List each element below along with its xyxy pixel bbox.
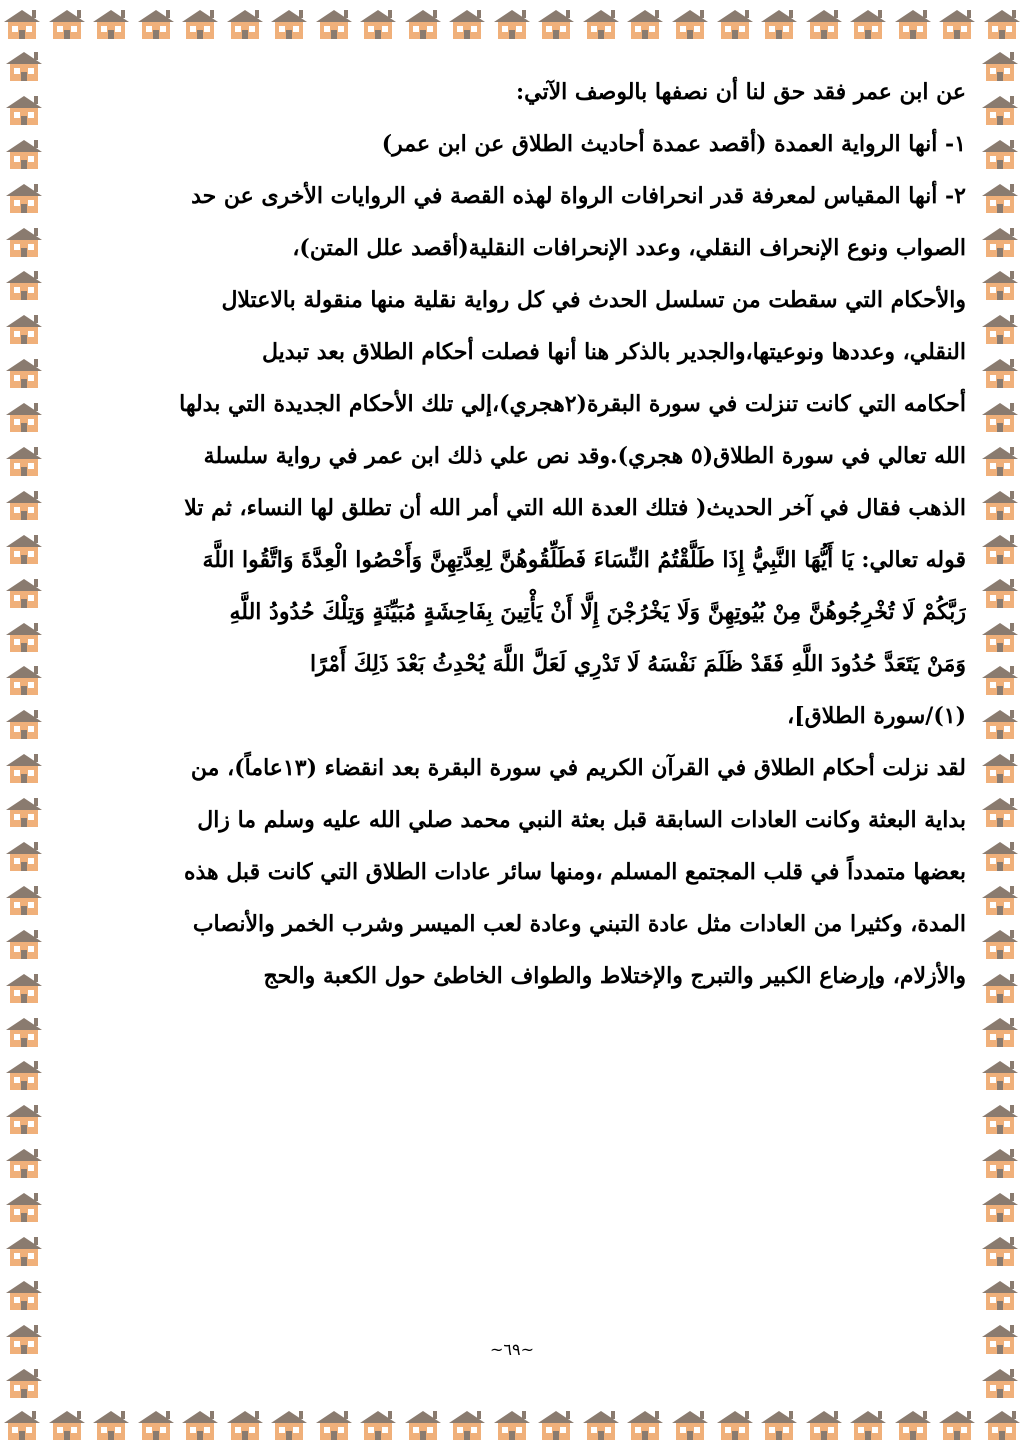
house-icon: [4, 1189, 44, 1225]
text-line: عن ابن عمر فقد حق لنا أن نصفها بالوصف الآتي:: [516, 79, 966, 105]
house-icon: [980, 706, 1020, 742]
house-icon: [670, 1407, 710, 1443]
text-line: المدة، وكثيرا من العادات مثل عادة التبني وعادة لعب الميسر وشرب الخمر والأنصاب: [192, 911, 966, 937]
house-icon: [4, 750, 44, 786]
house-icon: [848, 1407, 888, 1443]
house-icon: [4, 1145, 44, 1181]
house-icon: [980, 662, 1020, 698]
house-icon: [980, 882, 1020, 918]
house-icon: [581, 1407, 621, 1443]
text-line: الذهب فقال في آخر الحديث( فتلك العدة الله التي أمر الله أن تطلق لها النساء، ثم تلا: [184, 495, 966, 521]
house-icon: [625, 6, 665, 42]
house-icon: [4, 92, 44, 128]
house-icon: [4, 706, 44, 742]
quran-line: قوله تعالي: يَا أَيُّهَا النَّبِيُّ إِذَا طَلَّقْتُمُ النِّسَاءَ فَطَلِّقُوهُنَّ لِعِدَّتِهِنَّ وَأَحْصُوا الْعِدَّةَ وَاتَّقُوا اللَّهَ: [202, 547, 966, 573]
house-icon: [2, 1407, 42, 1443]
house-icon: [980, 1145, 1020, 1181]
house-icon: [980, 1057, 1020, 1093]
house-icon: [492, 6, 532, 42]
house-icon: [4, 1101, 44, 1137]
house-icon: [358, 6, 398, 42]
house-icon: [759, 1407, 799, 1443]
house-icon: [937, 1407, 977, 1443]
house-icon: [269, 6, 309, 42]
house-icon: [980, 1365, 1020, 1401]
house-icon: [47, 6, 87, 42]
house-icon: [980, 1277, 1020, 1313]
house-icon: [4, 926, 44, 962]
house-icon: [804, 6, 844, 42]
house-icon: [91, 1407, 131, 1443]
house-icon: [4, 487, 44, 523]
house-icon: [4, 1321, 44, 1357]
house-icon: [358, 1407, 398, 1443]
house-icon: [314, 6, 354, 42]
house-icon: [91, 6, 131, 42]
house-icon: [4, 399, 44, 435]
house-icon: [980, 1233, 1020, 1269]
house-icon: [980, 794, 1020, 830]
house-icon: [980, 838, 1020, 874]
house-icon: [759, 6, 799, 42]
quran-reference: (١)/سورة الطلاق]،: [787, 703, 966, 729]
text-line: الله تعالي في سورة الطلاق(٥ هجري).وقد نص علي ذلك ابن عمر في رواية سلسلة: [203, 443, 966, 469]
house-icon: [804, 1407, 844, 1443]
text-line: الصواب ونوع الإنحراف النقلي، وعدد الإنحرافات النقلية(أقصد علل المتن)،: [292, 235, 966, 261]
house-icon: [980, 1321, 1020, 1357]
house-icon: [225, 6, 265, 42]
house-icon: [980, 1101, 1020, 1137]
house-icon: [980, 180, 1020, 216]
house-icon: [980, 443, 1020, 479]
text-line: بداية البعثة وكانت العادات السابقة قبل بعثة النبي محمد صلي الله عليه وسلم ما زال: [197, 807, 966, 833]
text-line: ٢- أنها المقياس لمعرفة قدر انحرافات الرواة لهذه القصة في الروايات الأخرى عن حد: [191, 183, 966, 209]
house-icon: [581, 6, 621, 42]
house-icon: [980, 267, 1020, 303]
page-number: ~٦٩~: [490, 1340, 534, 1359]
text-line: والأزلام، وإرضاع الكبير والتبرج والإختلاط والطواف الخاطئ حول الكعبة والحج: [263, 963, 966, 989]
house-icon: [982, 1407, 1022, 1443]
house-icon: [136, 6, 176, 42]
house-icon: [4, 48, 44, 84]
house-icon: [980, 487, 1020, 523]
house-icon: [4, 531, 44, 567]
house-icon: [4, 662, 44, 698]
house-icon: [980, 1014, 1020, 1050]
house-icon: [670, 6, 710, 42]
house-icon: [4, 970, 44, 1006]
house-icon: [4, 267, 44, 303]
house-icon: [980, 48, 1020, 84]
quran-line: رَبَّكُمْ لَا تُخْرِجُوهُنَّ مِنْ بُيُوتِهِنَّ وَلَا يَخْرُجْنَ إِلَّا أَنْ يَأْتِينَ بِفَاحِشَةٍ مُبَيِّنَةٍ وَتِلْكَ حُدُودُ اللَّهِ: [229, 599, 966, 625]
house-icon: [625, 1407, 665, 1443]
text-line: النقلي، وعددها ونوعيتها،والجدير بالذكر هنا أنها فصلت أحكام الطلاق بعد تبديل: [261, 339, 966, 365]
house-icon: [848, 6, 888, 42]
border-right: [976, 48, 1024, 1401]
body-text: [58, 66, 966, 1002]
house-icon: [4, 882, 44, 918]
border-left: [0, 48, 48, 1401]
house-icon: [4, 1014, 44, 1050]
house-icon: [269, 1407, 309, 1443]
house-icon: [4, 180, 44, 216]
house-icon: [980, 224, 1020, 260]
house-icon: [136, 1407, 176, 1443]
house-icon: [314, 1407, 354, 1443]
house-icon: [4, 311, 44, 347]
house-icon: [715, 1407, 755, 1443]
house-icon: [447, 6, 487, 42]
border-bottom: [0, 1401, 1024, 1449]
house-icon: [4, 575, 44, 611]
house-icon: [4, 1365, 44, 1401]
house-icon: [47, 1407, 87, 1443]
house-icon: [937, 6, 977, 42]
house-icon: [893, 6, 933, 42]
house-icon: [893, 1407, 933, 1443]
house-icon: [980, 136, 1020, 172]
border-top: [0, 0, 1024, 48]
house-icon: [4, 838, 44, 874]
house-icon: [225, 1407, 265, 1443]
house-icon: [980, 926, 1020, 962]
house-icon: [492, 1407, 532, 1443]
house-icon: [4, 136, 44, 172]
house-icon: [980, 619, 1020, 655]
house-icon: [980, 311, 1020, 347]
text-line: لقد نزلت أحكام الطلاق في القرآن الكريم في سورة البقرة بعد انقضاء (١٣عاماً)، من: [190, 755, 966, 781]
house-icon: [4, 794, 44, 830]
house-icon: [4, 224, 44, 260]
house-icon: [980, 1189, 1020, 1225]
house-icon: [715, 6, 755, 42]
house-icon: [180, 6, 220, 42]
house-icon: [980, 970, 1020, 1006]
house-icon: [980, 399, 1020, 435]
house-icon: [403, 6, 443, 42]
text-line: ١- أنها الرواية العمدة (أقصد عمدة أحاديث الطلاق عن ابن عمر): [381, 131, 966, 157]
house-icon: [4, 1233, 44, 1269]
house-icon: [4, 619, 44, 655]
text-line: والأحكام التي سقطت من تسلسل الحدث في كل رواية نقلية منها منقولة بالاعتلال: [221, 287, 966, 313]
house-icon: [2, 6, 42, 42]
house-icon: [982, 6, 1022, 42]
house-icon: [403, 1407, 443, 1443]
house-icon: [4, 1277, 44, 1313]
house-icon: [980, 92, 1020, 128]
quran-line: وَمَنْ يَتَعَدَّ حُدُودَ اللَّهِ فَقَدْ ظَلَمَ نَفْسَهُ لَا تَدْرِي لَعَلَّ اللَّهَ يُحْدِثُ بَعْدَ ذَلِكَ أَمْرًا: [309, 651, 966, 677]
house-icon: [4, 443, 44, 479]
house-icon: [536, 1407, 576, 1443]
house-icon: [980, 575, 1020, 611]
house-icon: [180, 1407, 220, 1443]
house-icon: [536, 6, 576, 42]
text-line: أحكامه التي كانت تنزلت في سورة البقرة(٢هجري)،إلي تلك الأحكام الجديدة التي بدلها: [179, 391, 966, 417]
house-icon: [4, 355, 44, 391]
house-icon: [980, 750, 1020, 786]
house-icon: [447, 1407, 487, 1443]
text-line: بعضها متمدداً في قلب المجتمع المسلم ،ومنها سائر عادات الطلاق التي كانت قبل هذه: [183, 859, 966, 885]
house-icon: [4, 1057, 44, 1093]
house-icon: [980, 531, 1020, 567]
house-icon: [980, 355, 1020, 391]
